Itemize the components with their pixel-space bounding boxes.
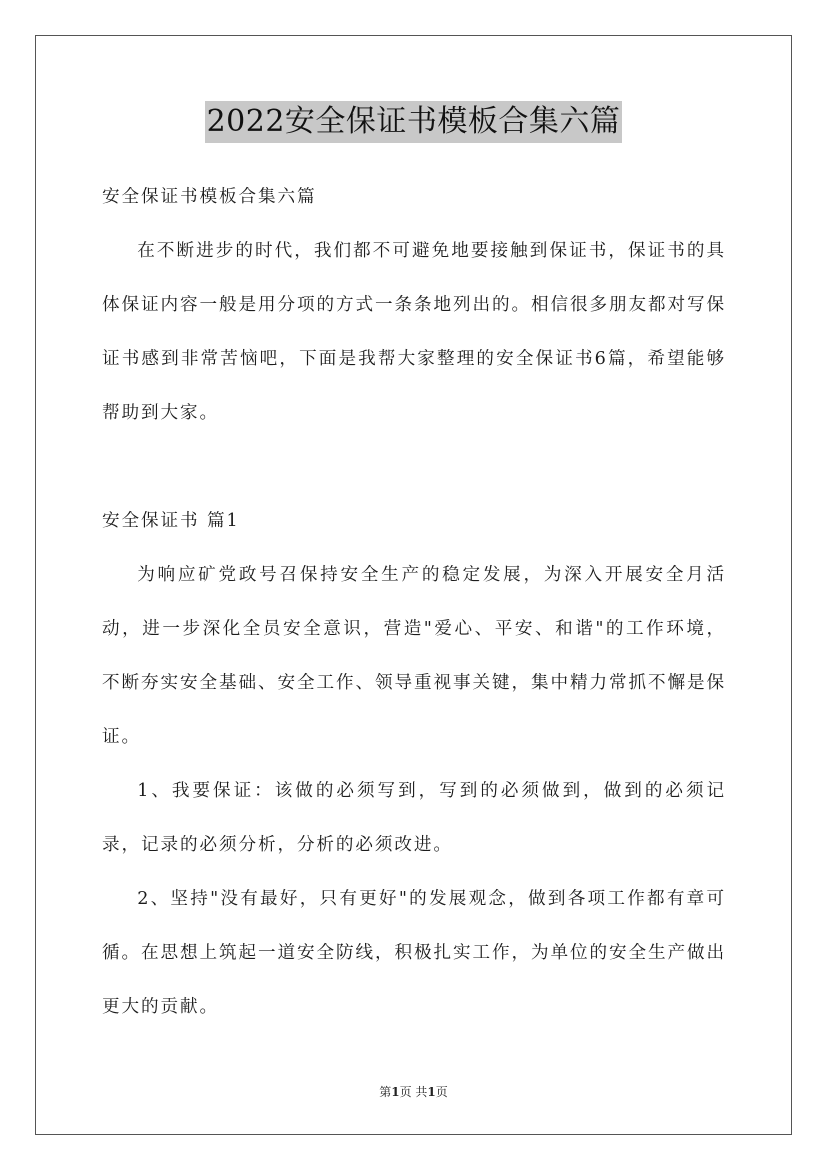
document-subtitle: 安全保证书模板合集六篇 — [102, 187, 317, 207]
document-title: 2022安全保证书模板合集六篇 — [205, 101, 623, 143]
intro-paragraph: 在不断进步的时代，我们都不可避免地要接触到保证书，保证书的具体保证内容一般是用分项的方式一条条地列出的。相信很多朋友都对写保证书感到非常苦恼吧，下面是我帮大家整理的安全保证书6篇，希望能够帮助到大家。 — [102, 241, 726, 423]
body-paragraph-2: 1、我要保证：该做的必须写到，写到的必须做到，做到的必须记录，记录的必须分析，分析的必须改进。 — [102, 781, 726, 855]
page-total: 1 — [427, 1085, 436, 1099]
body-paragraph-3: 2、坚持"没有最好，只有更好"的发展观念，做到各项工作都有章可循。在思想上筑起一道安全防线，积极扎实工作，为单位的安全生产做出更大的贡献。 — [102, 889, 726, 1017]
section-heading: 安全保证书 篇1 — [102, 511, 240, 531]
body-paragraph-1: 为响应矿党政号召保持安全生产的稳定发展，为深入开展安全月活动，进一步深化全员安全意识，营造"爱心、平安、和谐"的工作环境，不断夯实安全基础、安全工作、领导重视事关键，集中精力常抓不懈是保证。 — [102, 565, 726, 747]
page-suffix: 页 — [435, 1085, 448, 1099]
page-prefix: 第 — [379, 1085, 392, 1099]
section-spacer — [102, 440, 726, 494]
document-body — [102, 170, 726, 1034]
page-mid: 页 共 — [399, 1085, 428, 1099]
title-container — [0, 101, 827, 143]
page-current: 1 — [391, 1085, 400, 1099]
page-footer — [0, 1083, 827, 1100]
